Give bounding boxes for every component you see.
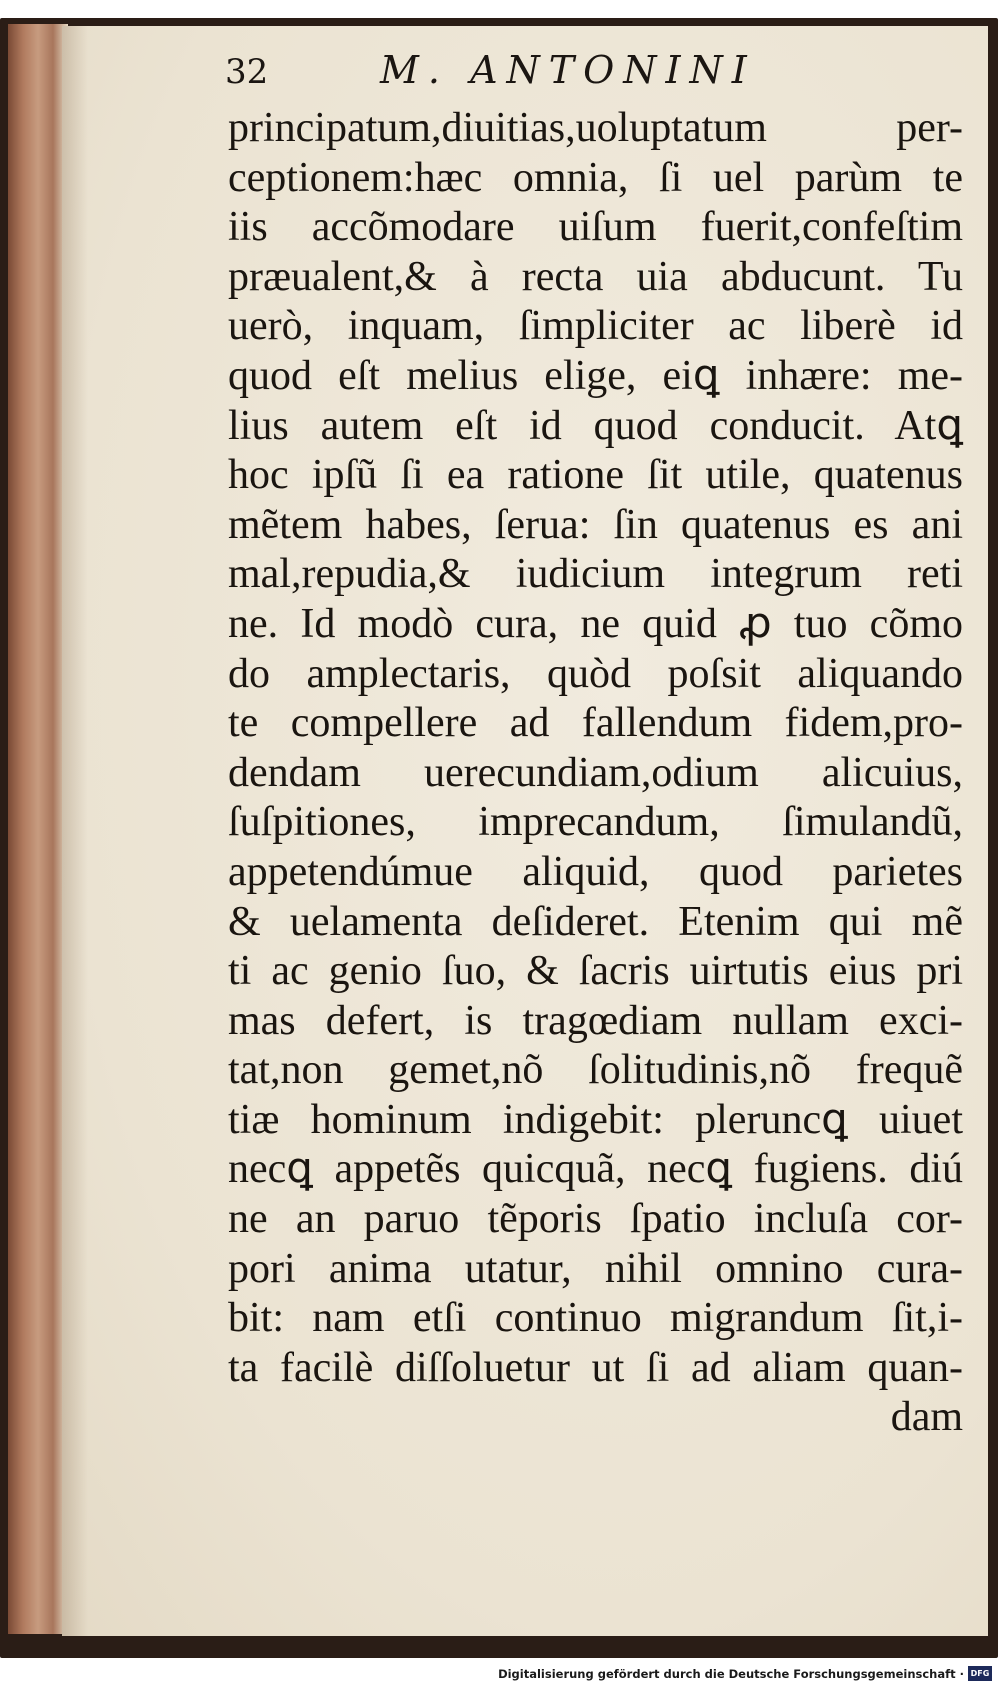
funding-credit: Digitalisierung gefördert durch die Deutsche Forschungsgemeinschaft · bbox=[498, 1667, 964, 1681]
text-line: tat,non gemet,nõ ſolitudinis,nõ frequẽ bbox=[228, 1047, 963, 1094]
page-edges bbox=[8, 24, 68, 1634]
text-line: iis accõmodare uiſum fuerit,confeſtim bbox=[228, 204, 963, 251]
text-line: bit: nam etſi continuo migrandum ſit,i- bbox=[228, 1295, 963, 1342]
gutter-shadow bbox=[62, 26, 88, 1636]
text-line: uerò, inquam, ſimpliciter ac liberè id bbox=[228, 303, 963, 350]
text-line: hoc ipſũ ſi ea ratione ſit utile, quatenus bbox=[228, 452, 963, 499]
text-line: mẽtem habes, ſerua: ſin quatenus es ani bbox=[228, 501, 963, 548]
text-line: ne. Id modò cura, ne quid ꝓ tuo cõmo bbox=[228, 600, 963, 647]
text-line: quod eſt melius elige, eiꝗ inhære: me- bbox=[228, 352, 963, 399]
text-line: ceptionem:hæc omnia, ſi uel parùm te bbox=[228, 154, 963, 201]
text-line: te compellere ad fallendum fidem,pro- bbox=[228, 700, 963, 747]
text-line: principatum,diuitias,uoluptatum per- bbox=[228, 105, 963, 151]
text-line: necꝗ appetẽs quicquã, necꝗ fugiens. diú bbox=[228, 1146, 963, 1193]
body-text bbox=[228, 104, 963, 1443]
text-line: ſuſpitiones, imprecandum, ſimulandũ, bbox=[228, 799, 963, 846]
text-line: ta facilè diſſoluetur ut ſi ad aliam quan- bbox=[228, 1344, 963, 1391]
text-line: tiæ hominum indigebit: pleruncꝗ uiuet bbox=[228, 1096, 963, 1143]
text-line: ti ac genio ſuo, & ſacris uirtutis eius pri bbox=[228, 948, 963, 995]
text-line: pori anima utatur, nihil omnino cura- bbox=[228, 1245, 963, 1292]
text-line: dendam uerecundiam,odium alicuius, bbox=[228, 749, 963, 796]
page-number: 32 bbox=[225, 52, 269, 92]
text-line: & uelamenta deſideret. Etenim qui mẽ bbox=[228, 898, 963, 945]
running-head bbox=[225, 44, 965, 104]
running-title: M. ANTONINI bbox=[380, 48, 756, 92]
text-line: lius autem eſt id quod conducit. Atꝗ bbox=[228, 402, 963, 449]
catchword: dam bbox=[890, 1394, 963, 1441]
text-line: do amplectaris, quòd poſsit aliquando bbox=[228, 650, 963, 697]
text-line: mal,repudia,& iudicium integrum reti bbox=[228, 551, 963, 598]
text-line: mas defert, is tragœdiam nullam exci- bbox=[228, 997, 963, 1044]
text-line: ne an paruo tẽporis ſpatio incluſa cor- bbox=[228, 1196, 963, 1243]
text-line: præualent,& à recta uia abducunt. Tu bbox=[228, 253, 963, 300]
text-line: appetendúmue aliquid, quod parietes bbox=[228, 848, 963, 895]
dfg-logo-icon: DFG bbox=[968, 1666, 992, 1681]
